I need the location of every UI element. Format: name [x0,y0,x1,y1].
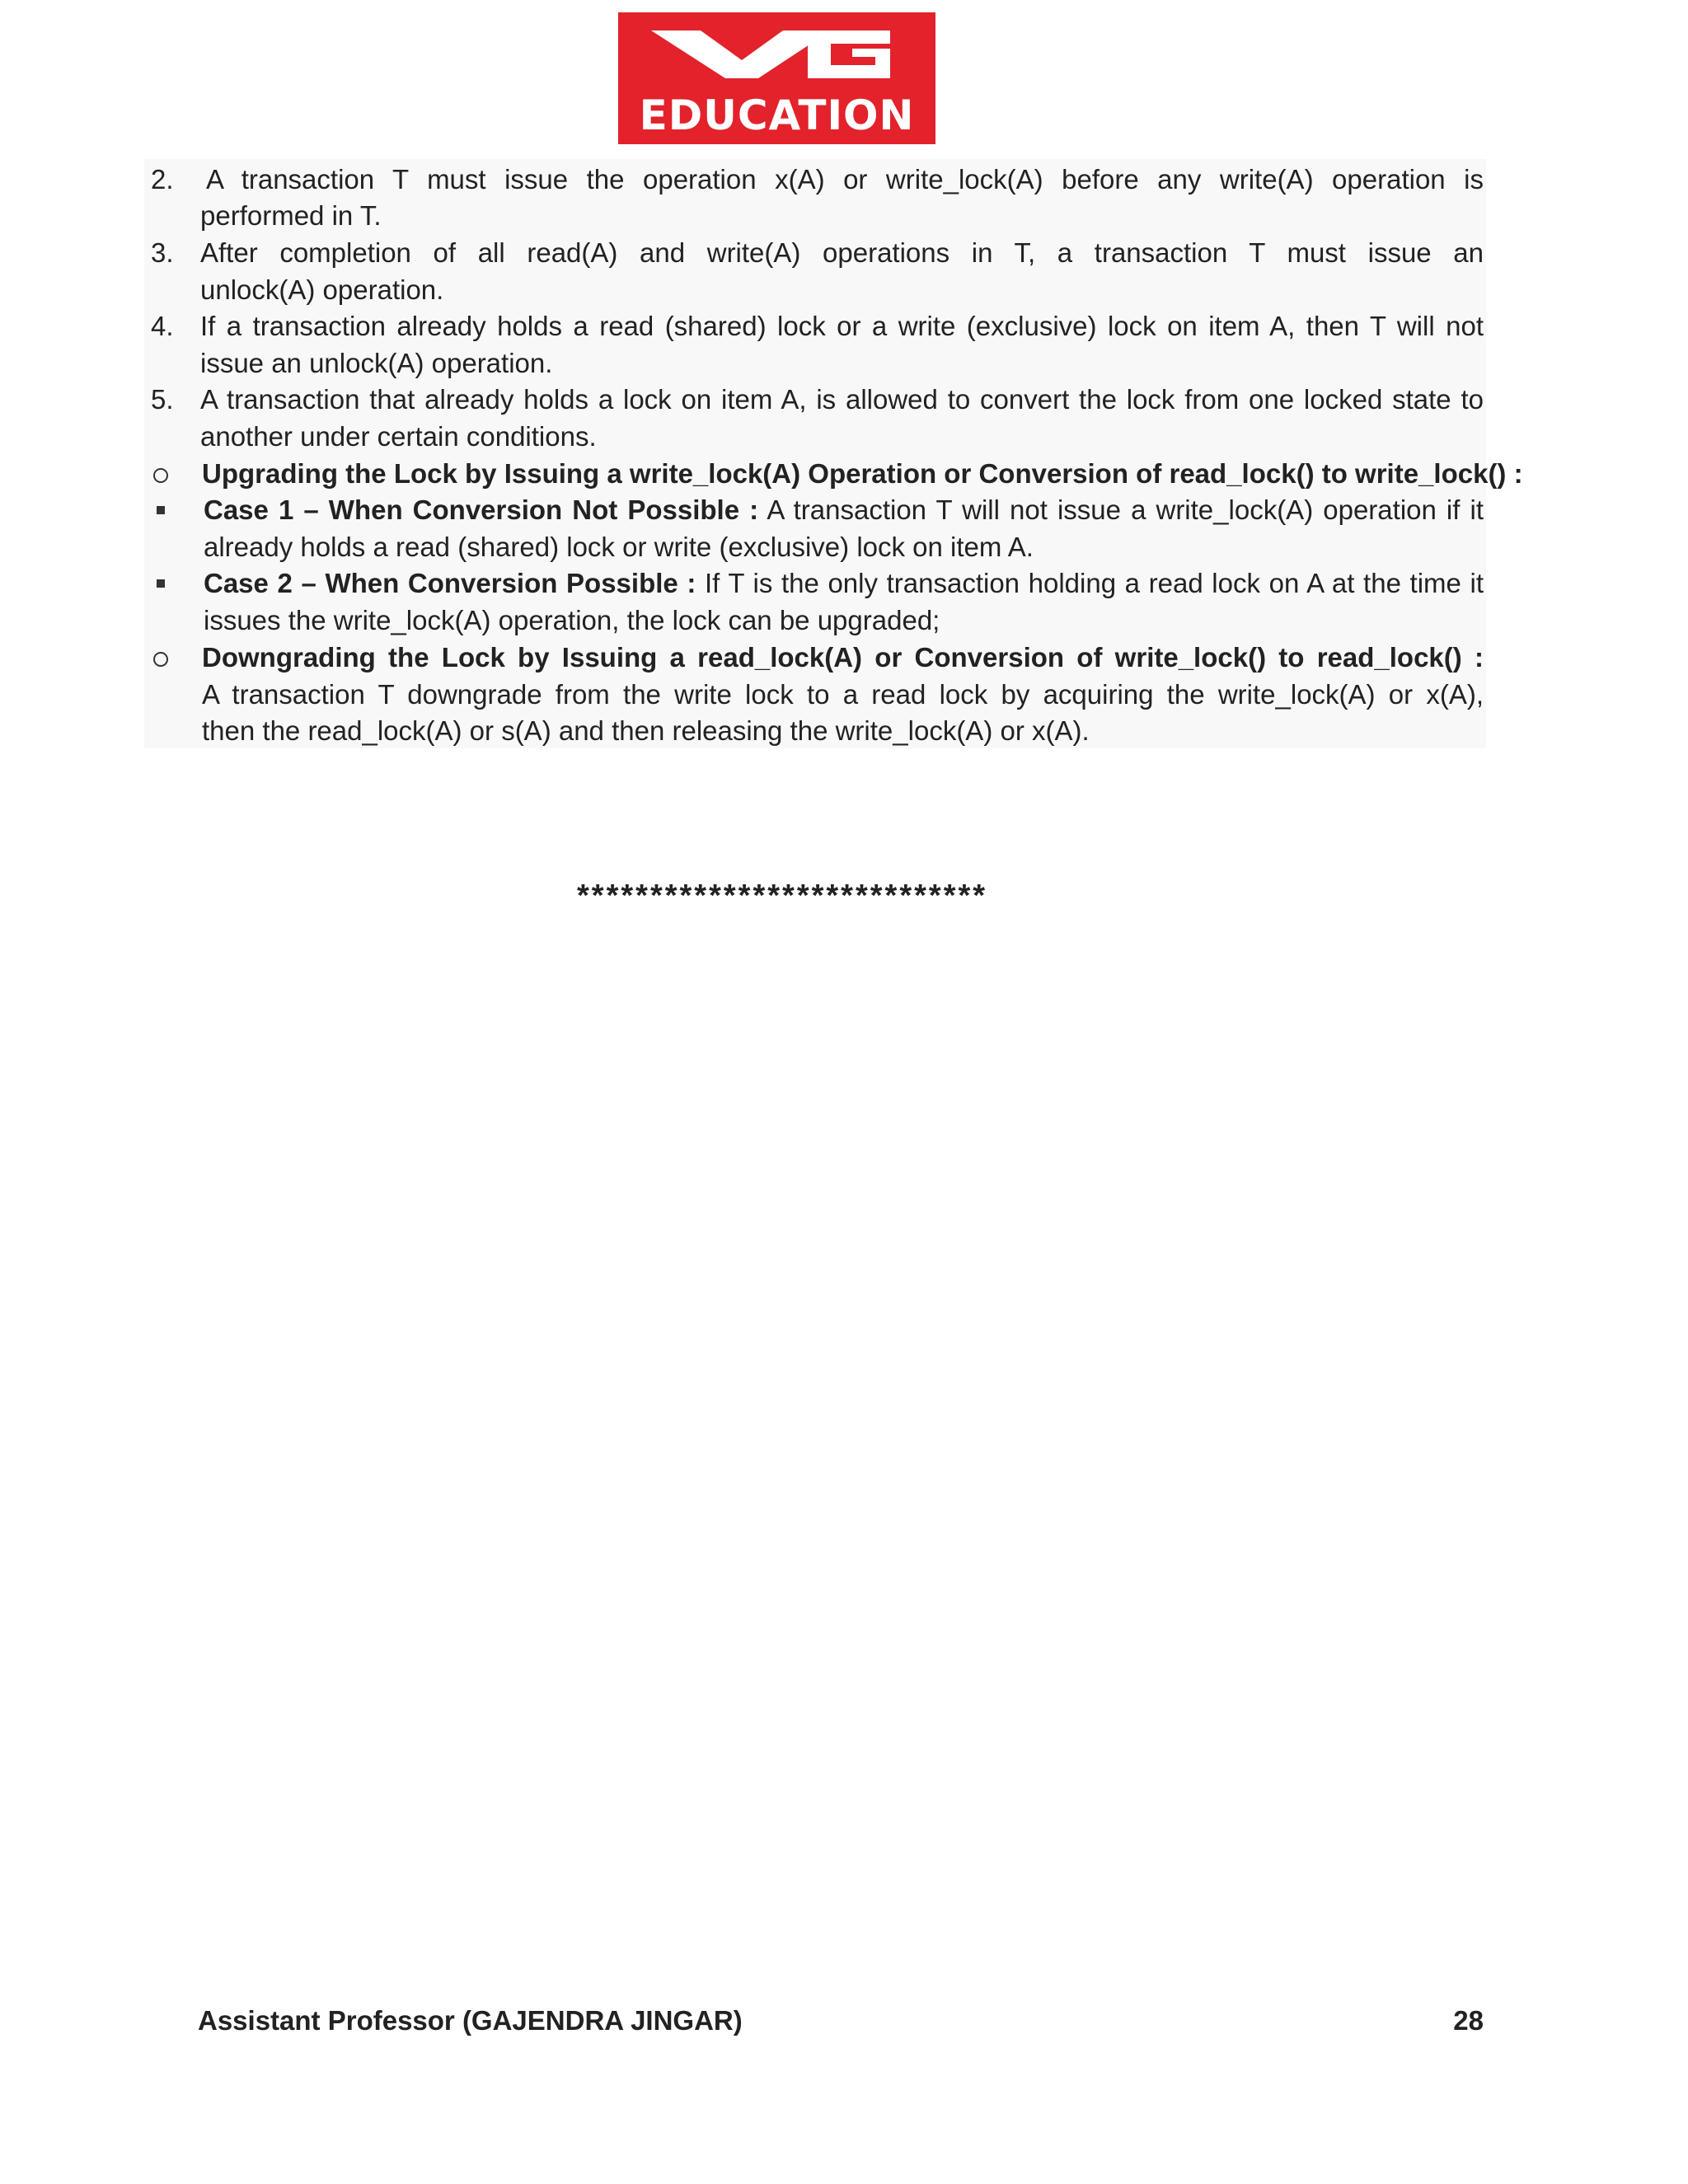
vg-education-logo [618,12,935,144]
page-number: 28 [1453,2005,1484,2036]
upgrading-heading: Upgrading the Lock by Issuing a write_lock(A) Operation or Conversion of read_lock() to write_lock() : [202,458,1523,489]
case1-label: Case 1 – When Conversion Not Possible : [204,494,759,525]
list-item-line: If a transaction already holds a read (shared) lock or a write (exclusive) lock on item A, then T will not [200,311,1484,341]
list-item-line: issue an unlock(A) operation. [200,348,553,378]
list-number: 5. [151,384,174,415]
case1-line2: already holds a read (shared) lock or write (exclusive) lock on item A. [204,532,1034,562]
hollow-bullet-icon [153,652,168,667]
list-item-line: another under certain conditions. [200,421,597,452]
downgrading-heading: Downgrading the Lock by Issuing a read_lock(A) or Conversion of write_lock() to read_lock() : [202,642,1484,673]
list-item-line: performed in T. [200,200,382,231]
case1-text: A transaction T will not issue a write_lock(A) operation if it [758,494,1484,525]
case2-label: Case 2 – When Conversion Possible : [204,568,696,598]
footer-author: Assistant Professor (GAJENDRA JINGAR) [198,2005,743,2036]
case2-line2: issues the write_lock(A) operation, the lock can be upgraded; [204,605,940,635]
case2-text: If T is the only transaction holding a read lock on A at the time it [696,568,1484,598]
logo-wordmark: EDUCATION [639,91,915,139]
downgrading-line: then the read_lock(A) or s(A) and then releasing the write_lock(A) or x(A). [202,715,1090,746]
hollow-bullet-icon [153,468,168,483]
list-item-line: A transaction that already holds a lock on item A, is allowed to convert the lock from one locked state to [200,384,1484,415]
list-item-line: After completion of all read(A) and write(A) operations in T, a transaction T must issue an [200,237,1484,268]
square-bullet-icon [157,579,165,588]
downgrading-line: A transaction T downgrade from the write lock to a read lock by acquiring the write_lock(A) or x(A), [202,679,1484,710]
list-number: 2. [151,164,174,194]
case1-line [204,492,1484,528]
list-item-line: unlock(A) operation. [200,274,444,305]
list-number: 3. [151,237,174,268]
list-item-line: A transaction T must issue the operation x(A) or write_lock(A) before any write(A) operation is [206,164,1484,194]
case2-line [204,565,1484,602]
list-number: 4. [151,311,174,341]
square-bullet-icon [157,506,165,514]
section-separator: **************************** [577,879,988,913]
vg-logo-mark [618,12,935,87]
